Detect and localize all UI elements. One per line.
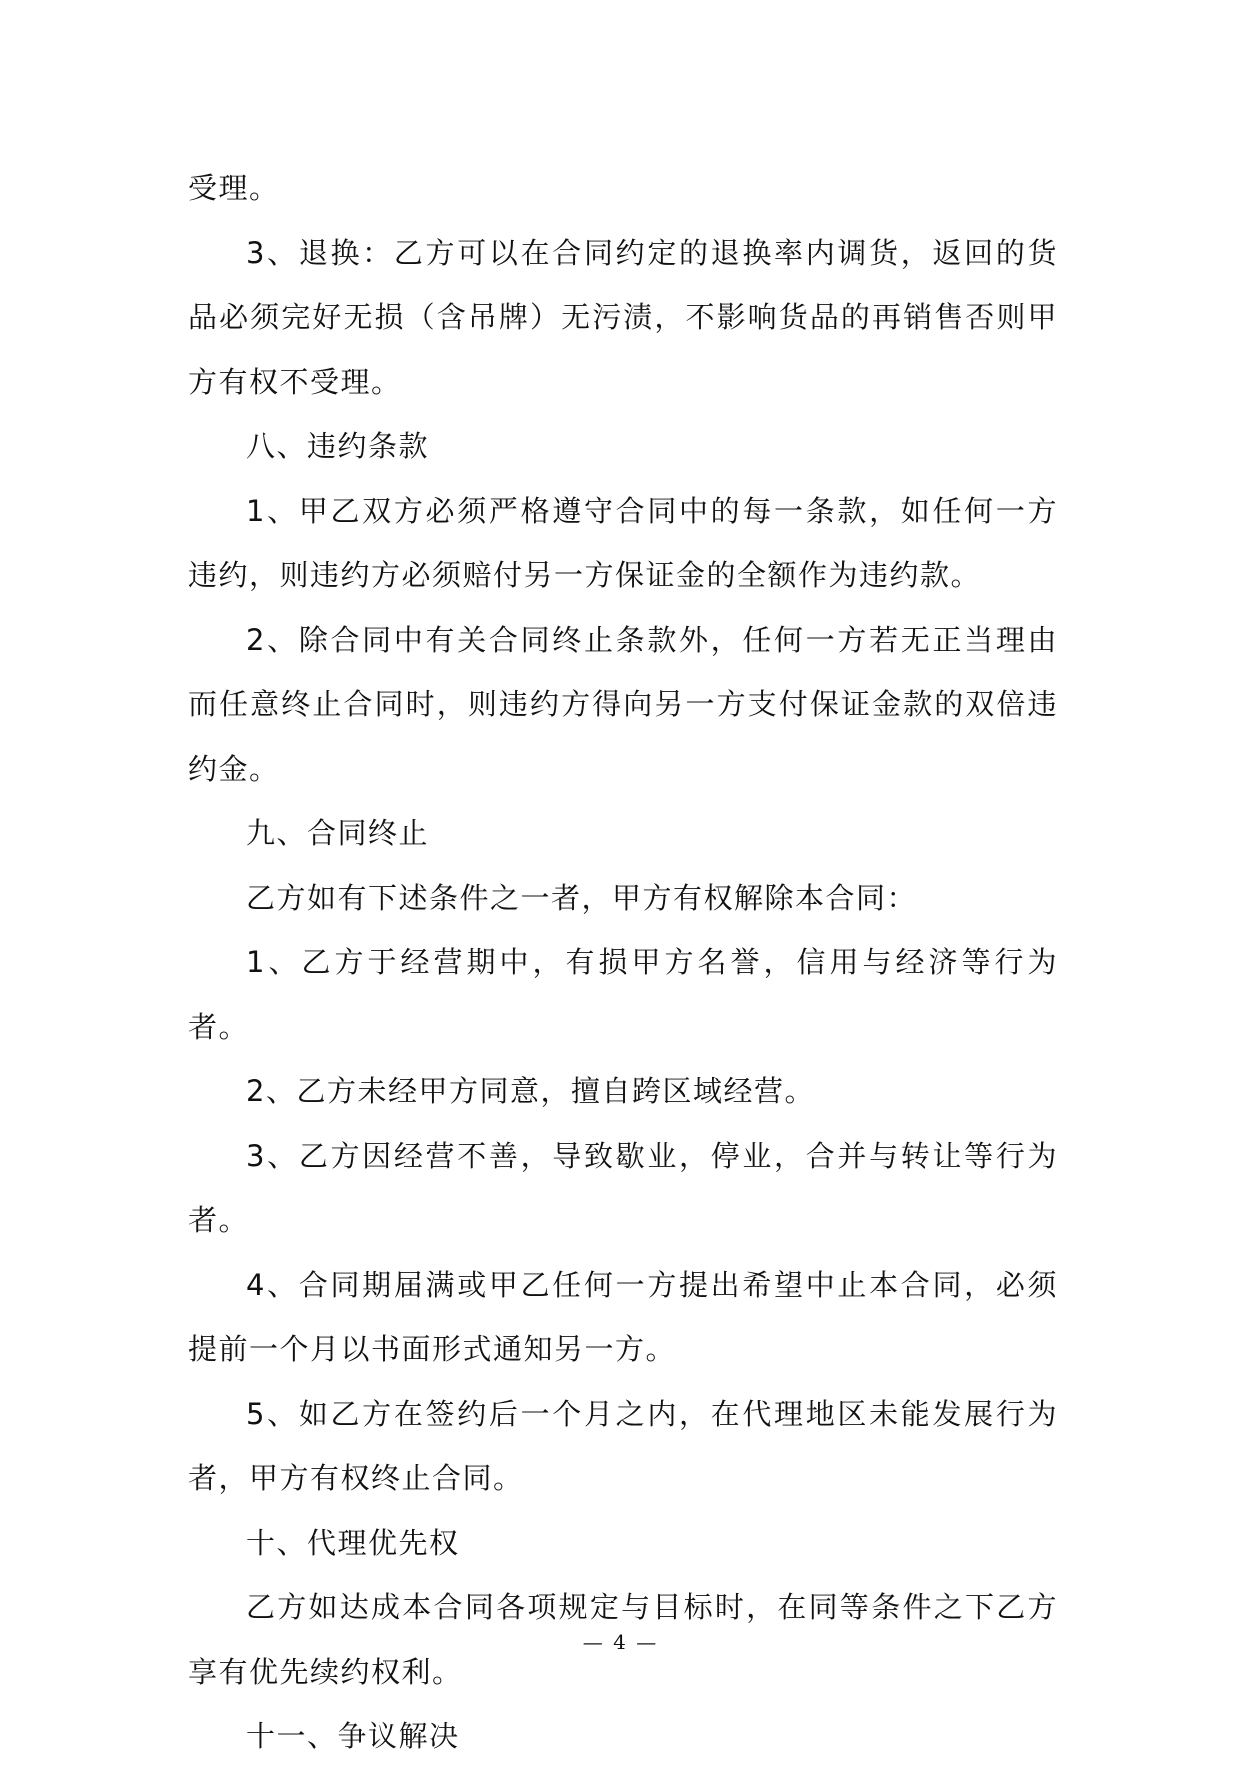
- section-heading-priority: 十、代理优先权: [246, 1525, 460, 1560]
- document-body: [188, 156, 1058, 1769]
- clause-breach-2: 2、除合同中有关合同终止条款外，任何一方若无正当理由而任意终止合同时，则违约方得向另一方支付保证金款的双倍违约金。: [188, 622, 1058, 786]
- clause-termination-1: 1、乙方于经营期中，有损甲方名誉，信用与经济等行为者。: [188, 945, 1058, 1044]
- paragraph-continuation: 受理。: [188, 171, 280, 205]
- clause-termination-2: 2、乙方未经甲方同意，擅自跨区域经营。: [246, 1074, 815, 1108]
- page-number: — 4 —: [582, 1630, 659, 1654]
- clause-breach-1: 1、甲乙双方必须严格遵守合同中的每一条款，如任何一方违约，则违约方必须赔付另一方保证金的全额作为违约款。: [188, 493, 1058, 592]
- clause-termination-4: 4、合同期届满或甲乙任何一方提出希望中止本合同，必须提前一个月以书面形式通知另一方。: [188, 1267, 1058, 1366]
- section-heading-termination: 九、合同终止: [246, 816, 430, 850]
- clause-termination-5: 5、如乙方在签约后一个月之内，在代理地区未能发展行为者，甲方有权终止合同。: [188, 1396, 1058, 1495]
- clause-termination-3: 3、乙方因经营不善，导致歇业，停业，合并与转让等行为者。: [188, 1138, 1058, 1237]
- section-heading-dispute: 十一、争议解决: [246, 1719, 460, 1753]
- clause-return-exchange: 3、退换：乙方可以在合同约定的退换率内调货，返回的货品必须完好无损（含吊牌）无污渍，不影响货品的再销售否则甲方有权不受理。: [188, 235, 1058, 399]
- clause-priority: 乙方如达成本合同各项规定与目标时，在同等条件之下乙方享有优先续约权利。: [188, 1590, 1058, 1689]
- section-heading-breach: 八、违约条款: [246, 429, 430, 463]
- termination-intro: 乙方如有下述条件之一者，甲方有权解除本合同：: [246, 880, 918, 915]
